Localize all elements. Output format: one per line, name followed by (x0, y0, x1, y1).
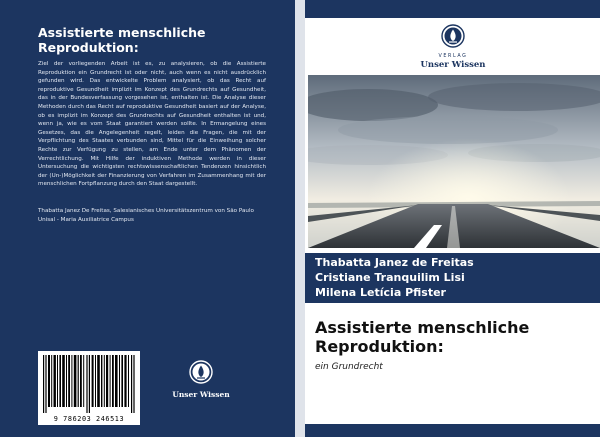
back-cover (0, 0, 295, 437)
back-cover-title: Assistierte menschliche Reproduktion: (38, 25, 206, 55)
front-cover (305, 0, 600, 437)
isbn-digits: 9 786203 246513 (53, 415, 125, 423)
front-bottom-band (305, 424, 600, 437)
author-1: Thabatta Janez de Freitas (315, 256, 474, 269)
author-affiliation: Thabatta Janez De Freitas, Salesianisches Universitätszentrum von São Paulo Unisal - Maria Auxiliatrice Campus (38, 208, 254, 223)
cover-photo-road (308, 75, 600, 248)
publisher-logo-icon (189, 360, 213, 384)
barcode-icon (42, 355, 136, 413)
authors-band (305, 253, 600, 303)
front-cover-subtitle: ein Grundrecht (315, 362, 383, 372)
front-publisher-name: Unser Wissen (420, 60, 486, 70)
back-publisher-logo (165, 360, 237, 399)
front-cover-title: Assistierte menschliche Reproduktion: (315, 318, 530, 356)
back-publisher-name: Unser Wissen (172, 390, 230, 399)
verlag-label: VERLAG (438, 54, 468, 59)
front-top-band (305, 0, 600, 18)
publisher-logo-icon (441, 24, 465, 48)
front-publisher-logo (410, 24, 496, 70)
spine (295, 0, 305, 437)
back-cover-blurb: Ziel der vorliegenden Arbeit ist es, zu analysieren, ob die Assistierte Reproduktion ein Grundrecht ist oder nicht, auch wenn es nicht ausdrücklich gefunden wird. Das entwickelte Problem analysiert, ob das Recht auf reproduktive Gesundheit implizit im Konzept des Grundrechts auf Gesundheit, das in der Bundesverfassung vorgesehen ist, enthalten ist. Die Analyse dieser Methoden durch das Recht auf reproduktive Gesundheit basiert auf der Analyse, ob es implizit im Konzept des Grundrechts auf Gesundheit enthalten ist und, wenn ja, wie es vom Staat garantiert werden sollte. In Ermangelung eines Gesetzes, das die Angelegenheit regelt, leiden die Fragen, die mit der Verpflichtung des Staates verbunden sind, Mittel für die Einweihung solcher Rechte zur Verfügung zu stellen, am Ende unter dem Phänomen der Verrechtlichung. Mit Hilfe der induktiven Methode werden in dieser Untersuchung die wichtigsten rechtswissenschaftlichen Tendenzen hinsichtlich der (Un-)Möglichkeit der Finanzierung von Verfahren im Zusammenhang mit der menschlichen Fortpflanzung durch den Staat dargestellt. (38, 61, 266, 188)
author-3: Milena Letícia Pfister (315, 286, 446, 299)
author-2: Cristiane Tranquilim Lisi (315, 271, 465, 284)
barcode (38, 351, 140, 425)
